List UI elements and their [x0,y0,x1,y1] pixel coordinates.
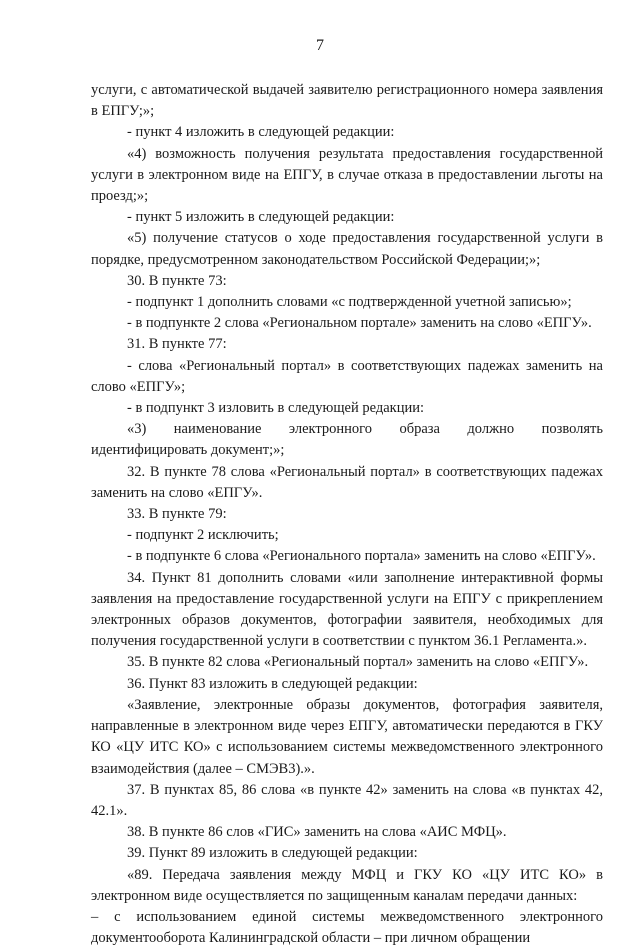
paragraph-36: 36. Пункт 83 изложить в следующей редакции: [127,675,418,692]
paragraph-33-sub-2: - в подпункте 6 слова «Регионального портала» заменить на слово «ЕПГУ». [127,548,596,565]
paragraph-37: 37. В пунктах 85, 86 слова «в пункте 42» заменить на слова «в пунктах 42, 42.1». [91,781,603,819]
paragraph-39-list-item: – с использованием единой системы межведомственного электронного документооборота Калининградской области – при личном обращении [91,908,603,947]
paragraph-item-5-intro: - пункт 5 изложить в следующей редакции: [127,209,395,226]
paragraph-item-4-intro: - пункт 4 изложить в следующей редакции: [127,124,395,141]
paragraph-30-sub-2: - в подпункте 2 слова «Региональном портале» заменить на слово «ЕПГУ». [127,315,592,332]
paragraph-item-4-text: «4) возможность получения результата предоставления государственной услуги в электронном виде на ЕПГУ, в случае отказа в предоставлении льготы на проезд;»; [91,145,603,205]
paragraph-34: 34. Пункт 81 дополнить словами «или заполнение интерактивной формы заявления на предоставление государственной услуги на ЕПГУ с прикреплением электронных образов документов, фотографии заявителя, необходимых для получения государственной услуги в соответствии с пунктом 36.1 Регламента.». [91,569,603,650]
paragraph-30-sub-1: - подпункт 1 дополнить словами «с подтвержденной учетной записью»; [127,294,572,311]
paragraph-30: 30. В пункте 73: [127,272,227,289]
paragraph-31: 31. В пункте 77: [127,336,227,353]
paragraph-35: 35. В пункте 82 слова «Региональный портал» заменить на слово «ЕПГУ». [127,654,589,671]
paragraph-33-sub-1: - подпункт 2 исключить; [127,527,279,544]
paragraph-39: 39. Пункт 89 изложить в следующей редакции: [127,845,418,862]
document-body [91,80,603,949]
paragraph-33: 33. В пункте 79: [127,506,227,523]
paragraph-31-sub-2: - в подпункт 3 изловить в следующей редакции: [127,400,425,417]
paragraph-item-5-text: «5) получение статусов о ходе предоставления государственной услуги в порядке, предусмотренном законодательством Российской Федерации;»; [91,230,603,268]
paragraph-36-text: «Заявление, электронные образы документов, фотография заявителя, направленные в электронном виде через ЕПГУ, автоматически передаются в ГКУ КО «ЦУ ИТС КО» с использованием системы межведомственного электронного взаимодействия (далее – СМЭВ3).». [91,696,603,777]
page-number: 7 [316,37,324,54]
paragraph-31-sub-1: - слова «Региональный портал» в соответствующих падежах заменить на слово «ЕПГУ»; [91,357,603,395]
paragraph-continuation: услуги, с автоматической выдачей заявителю регистрационного номера заявления в ЕПГУ;»; [91,82,603,120]
paragraph-39-text: «89. Передача заявления между МФЦ и ГКУ КО «ЦУ ИТС КО» в электронном виде осуществляется по защищенным каналам передачи данных: [91,866,603,904]
paragraph-38: 38. В пункте 86 слов «ГИС» заменить на слова «АИС МФЦ». [127,824,507,841]
paragraph-31-sub-3: «3) наименование электронного образа должно позволять идентифицировать документ;»; [91,421,603,459]
paragraph-32: 32. В пункте 78 слова «Региональный портал» в соответствующих падежах заменить на слово «ЕПГУ». [91,463,603,501]
